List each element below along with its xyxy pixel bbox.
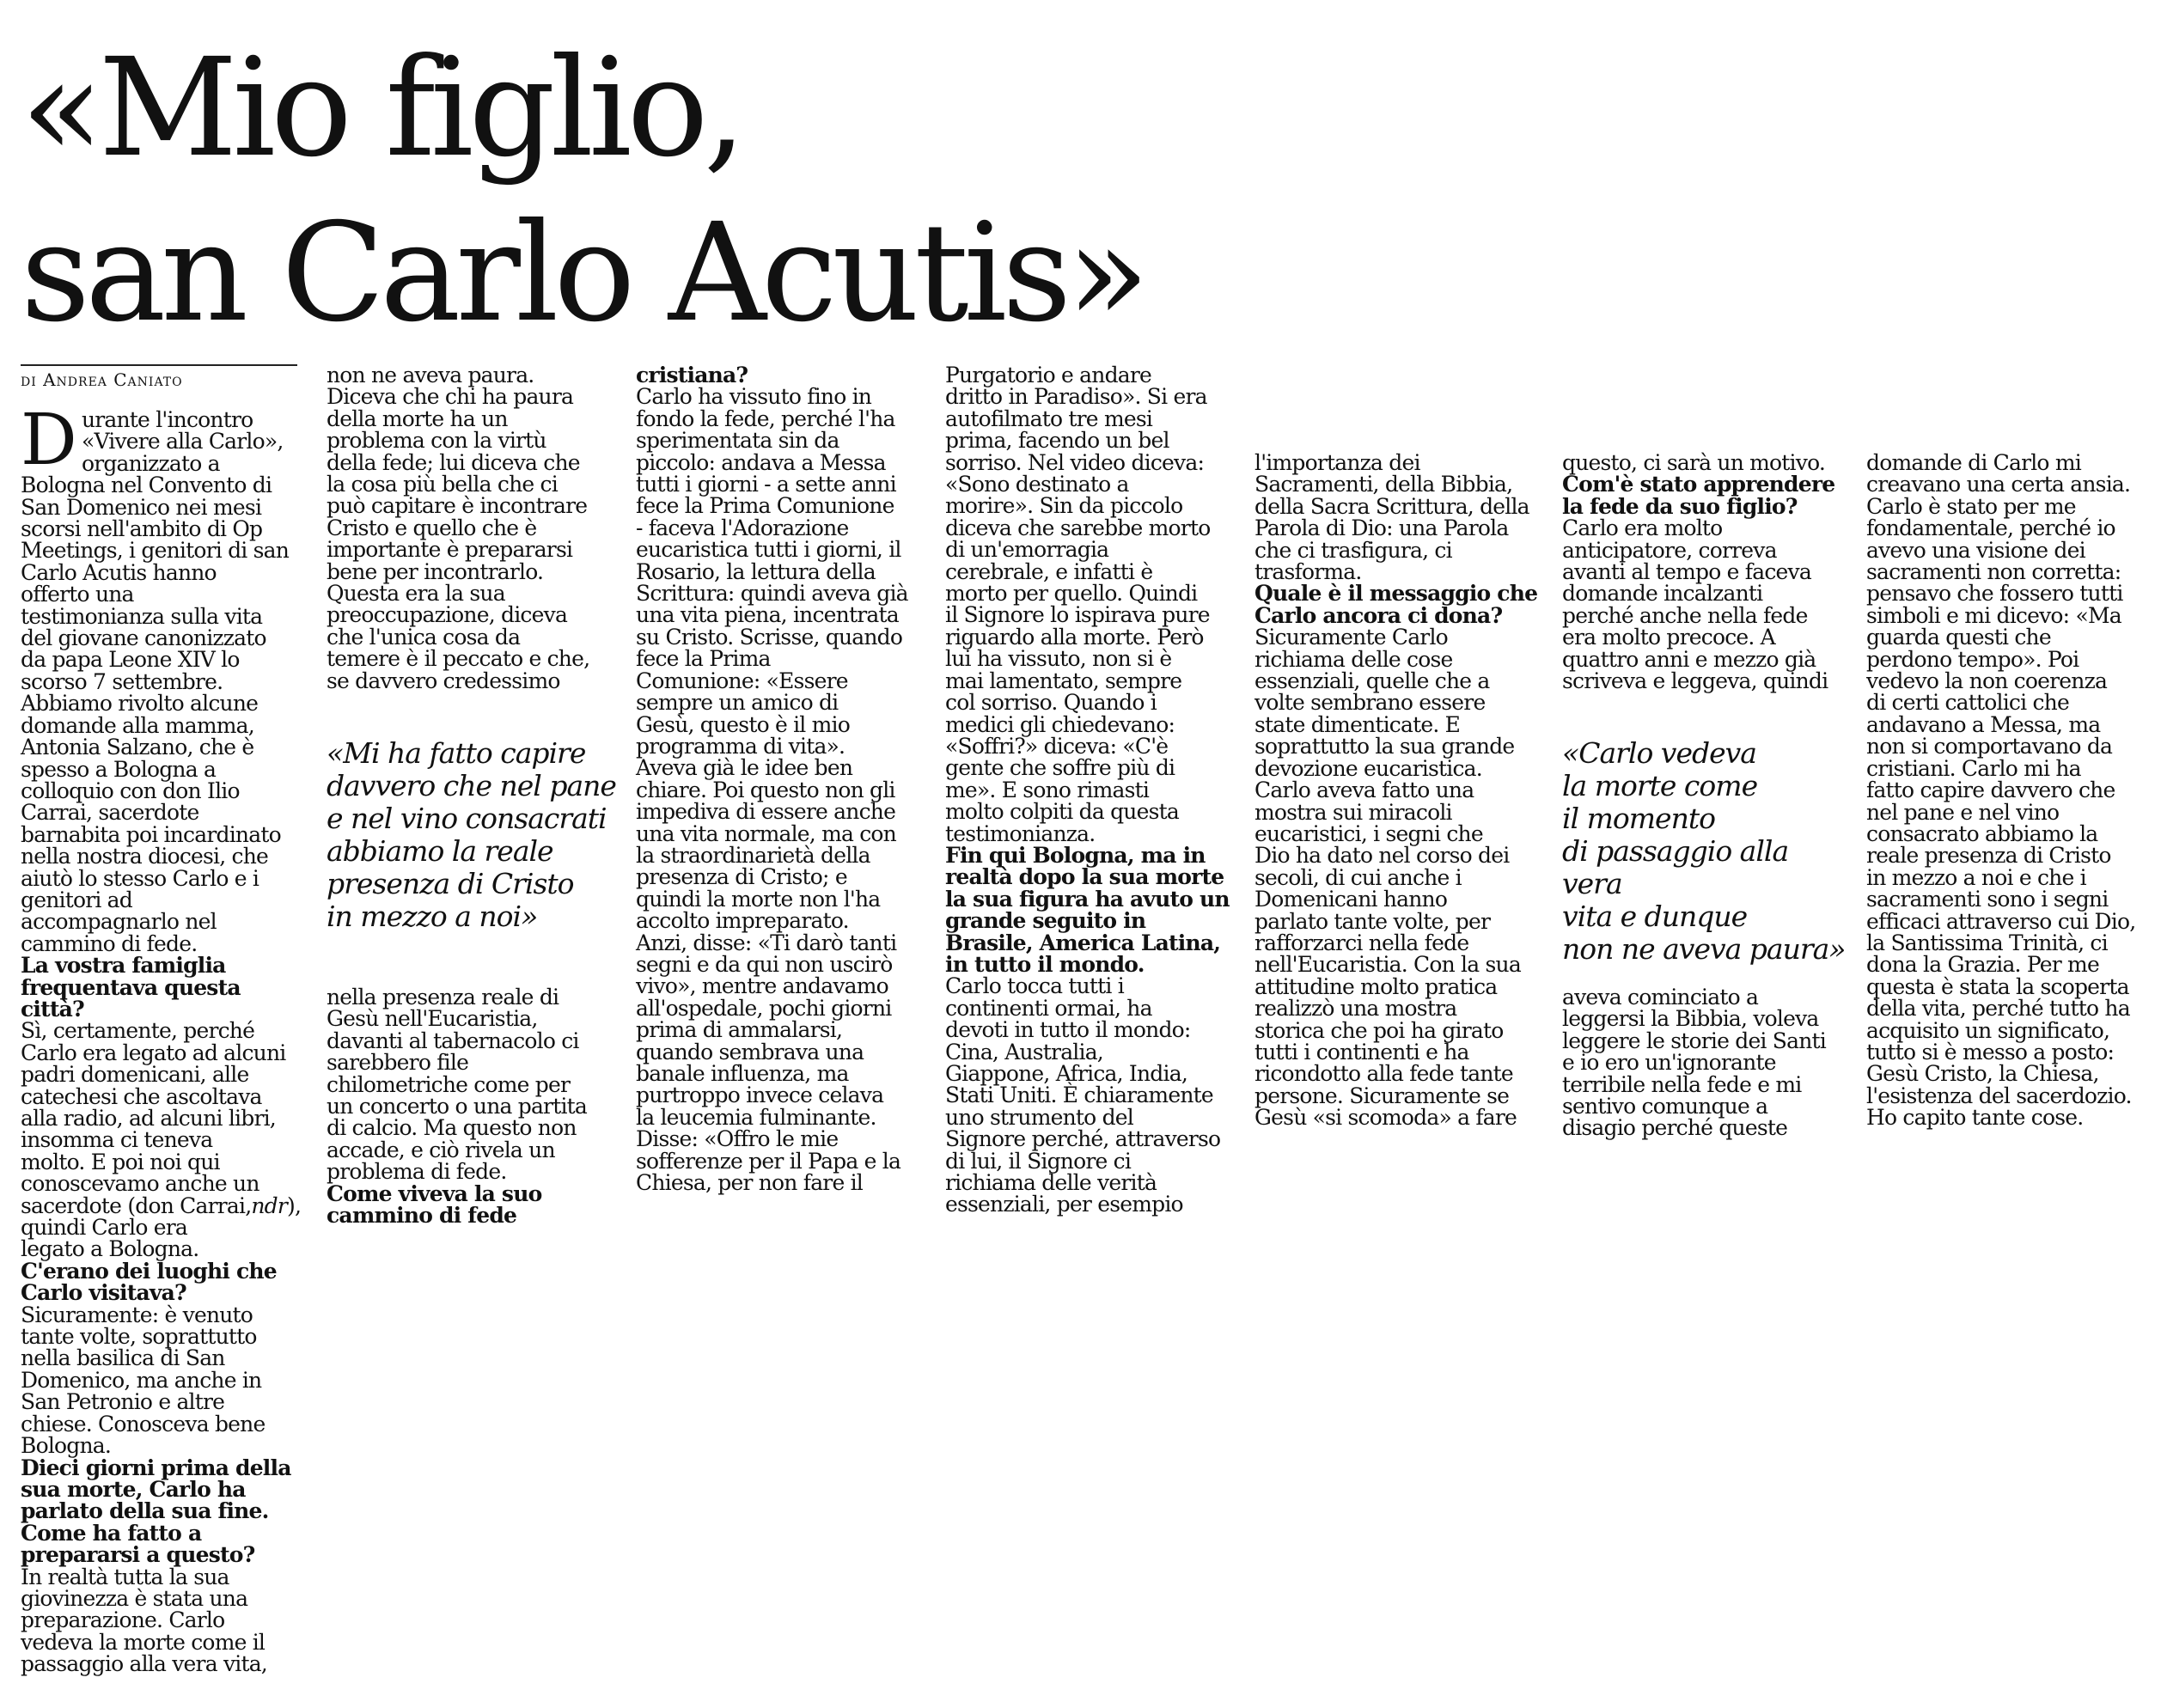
question-1: La vostra famiglia frequentava questa città? bbox=[21, 953, 241, 1022]
answer-1 bbox=[21, 1020, 304, 1260]
paragraph: nella presenza reale di Gesù nell'Eucaristia, davanti al tabernacolo ci sarebbero file chilometriche come per un concerto o una partita di calcio. Ma questo non accade, e ciò rivela un problema di fede. bbox=[327, 985, 587, 1185]
intro-paragraph bbox=[21, 400, 304, 956]
answer-4: Carlo ha vissuto fino in fondo la fede, perché l'ha sperimentata sin da piccolo: andava a Messa tutti i giorni - a sette anni fece la Prima Comunione - faceva l'Adorazione eucaristica tutti i giorni, il Rosario, la lettura della Scrittura: quindi aveva già una vita piena, incentrata su Cristo. Scrisse, quando fece la Prima Comunione: «Essere sempre un amico di Gesù, questo è il mio programma di vita». Aveva già le idee ben chiare. Poi questo non gli impediva di essere anche una vita normale, ma con la straordinarietà della presenza di Cristo; e quindi la morte non l'ha accolto impreparato. Anzi, disse: «Ti darò tanti segni e da qui non uscirò vivo», mentre andavamo all'ospedale, pochi giorni prima di ammalarsi, quando sembrava una banale influenza, ma purtroppo invece celava la leucemia fulminante. Disse: «Offro le mie sofferenze per il Papa e la Chiesa, per non fare il bbox=[636, 384, 908, 1196]
answer-5: Carlo tocca tutti i continenti ormai, ha devoti in tutto il mondo: Cina, Australia, Giappone, Africa, India, Stati Uniti. È chiaramente uno strumento del Signore perché, attraverso di lui, il Signore ci richiama delle verità essenziali, per esempio bbox=[945, 973, 1221, 1217]
byline-rule bbox=[21, 364, 297, 366]
paragraph: Purgatorio e andare dritto in Paradiso». Si era autofilmato tre mesi prima, facendo un bel sorriso. Nel video diceva: «Sono destinato a morire». Sin da piccolo diceva che sarebbe morto di un'emorragia cerebrale, e infatti è morto per quello. Quindi il Signore lo ispirava pure riguardo alla morte. Però lui ha vissuto, non si è mai lamentato, sempre col sorriso. Quando i medici gli chiedevano: «Soffri?» diceva: «C'è gente che soffre più di me». E sono rimasti molto colpiti da questa testimonianza. bbox=[945, 363, 1211, 846]
question-3: Dieci giorni prima della sua morte, Carlo ha parlato della sua fine. Come ha fatto a prepararsi a questo? bbox=[21, 1455, 291, 1568]
drop-cap: D bbox=[21, 400, 76, 481]
answer-1-text: Sì, certamente, perché Carlo era legato ad alcuni padri domenicani, alle catechesi che ascoltava alla radio, ad alcuni libri, insomma ci teneva molto. E poi noi qui conoscevamo anche un sacerdote (don Carrai, bbox=[21, 1018, 286, 1218]
headline bbox=[21, 26, 1145, 356]
article-column-7 bbox=[1866, 452, 2158, 1129]
ndr-note: ndr bbox=[251, 1193, 288, 1218]
paragraph: domande di Carlo mi creavano una certa ansia. Carlo è stato per me fondamentale, perché io avevo una visione dei sacramenti non corretta: pensavo che fossero tutti simboli e mi dicevo: «Ma guarda questi che perdono tempo». Poi vedevo la non coerenza di certi cattolici che andavano a Messa, ma non si comportavano da cristiani. Carlo mi ha fatto capire davvero che nel pane e nel vino consacrato abbiamo la reale presenza di Cristo in mezzo a noi e che i sacramenti sono i segni efficaci attraverso cui Dio, la Santissima Trinità, ci dona la Grazia. Per me questa è stata la scoperta della vita, perché tutto ha acquisito un significato, tutto si è messo a posto: Gesù Cristo, la Chiesa, l'esistenza del sacerdozio. Ho capito tante cose. bbox=[1866, 450, 2136, 1131]
article-column-2-continued bbox=[327, 985, 619, 1229]
article-column-4 bbox=[945, 364, 1237, 1216]
paragraph: aveva cominciato a leggersi la Bibbia, voleva leggere le storie dei Santi e io ero un'ignorante terribile nella fede e mi sentivo comunque a disagio perché queste bbox=[1562, 985, 1826, 1141]
article-column-6 bbox=[1562, 452, 1854, 692]
paragraph: questo, ci sarà un motivo. bbox=[1562, 450, 1826, 475]
article-column-6-continued bbox=[1562, 986, 1854, 1139]
answer-6: Sicuramente Carlo richiama delle cose essenziali, quelle che a volte sembrano essere state dimenticate. E soprattutto la sua grande devozione eucaristica. Carlo aveva fatto una mostra sui miracoli eucaristici, i segni che Dio ha dato nel corso dei secoli, di cui anche i Domenicani hanno parlato tante volte, per rafforzarci nella fede nell'Eucaristia. Con la sua attitudine molto pratica realizzò una mostra storica che poi ha girato tutti i continenti e ha ricondotto alla fede tante persone. Sicuramente se Gesù «si scomoda» a fare bbox=[1254, 625, 1521, 1131]
headline-line-1: «Mio figlio, bbox=[21, 29, 742, 187]
article-column-3 bbox=[636, 363, 928, 1196]
question-7: Com'è stato apprendere la fede da suo figlio? bbox=[1562, 472, 1835, 519]
headline-line-2: san Carlo Acutis» bbox=[21, 194, 1145, 352]
answer-1-text-end: ), quindi Carlo era legato a Bologna. bbox=[21, 1193, 302, 1262]
byline: di Andrea Caniato bbox=[21, 369, 183, 390]
question-5: Fin qui Bologna, ma in realtà dopo la sua morte la sua figura ha avuto un grande seguito in Brasile, America Latina, in tutto il mondo. bbox=[945, 842, 1230, 977]
answer-2: Sicuramente: è venuto tante volte, soprattutto nella basilica di San Domenico, ma anche in San Petronio e altre chiese. Conosceva bene Bologna. bbox=[21, 1302, 266, 1459]
answer-7: Carlo era molto anticipatore, correva avanti al tempo e faceva domande incalzanti perché anche nella fede era molto precoce. A quattro anni e mezzo già scriveva e leggeva, quindi bbox=[1562, 515, 1828, 694]
question-4: Come viveva la suo cammino di fede bbox=[327, 1180, 542, 1229]
question-4-end: cristiana? bbox=[636, 363, 748, 387]
article-column-2 bbox=[327, 364, 619, 692]
paragraph: non ne aveva paura. Diceva che chi ha paura della morte ha un problema con la virtù della fede; lui diceva che la cosa più bella che ci può capitare è incontrare Cristo e quello che è importante è prepararsi bene per incontrarlo. Questa era la sua preoccupazione, diceva che l'unica cosa da temere è il peccato e che, se davvero credessimo bbox=[327, 363, 590, 693]
article-column-5 bbox=[1254, 452, 1547, 1129]
article-column-1 bbox=[21, 400, 304, 1677]
intro-text: urante l'incontro «Vivere alla Carlo», organizzato a Bologna nel Convento di San Domenico nei mesi scorsi nell'ambito di Op Meetings, i genitori di san Carlo Acutis hanno offerto una testimonianza sulla vita del giovane canonizzato da papa Leone XIV lo scorso 7 settembre. Abbiamo rivolto alcune domande alla mamma, Antonia Salzano, che è spesso a Bologna a colloquio con don Ilio Carrai, sacerdote barnabita poi incardinato nella nostra diocesi, che aiutò lo stesso Carlo e i genitori ad accompagnarlo nel cammino di fede. bbox=[21, 407, 290, 956]
pull-quote-2: «Carlo vedeva la morte come il momento di passaggio alla vera vita e dunque non ne aveva paura» bbox=[1562, 736, 1846, 966]
pull-quote-1: «Mi ha fatto capire davvero che nel pane e nel vino consacrati abbiamo la reale presenza di Cristo in mezzo a noi» bbox=[327, 736, 616, 933]
paragraph: l'importanza dei Sacramenti, della Bibbia, della Sacra Scrittura, della Parola di Dio: una Parola che ci trasfigura, ci trasforma. bbox=[1254, 450, 1529, 585]
question-6: Quale è il messaggio che Carlo ancora ci dona? bbox=[1254, 581, 1538, 628]
answer-3: In realtà tutta la sua giovinezza è stata una preparazione. Carlo vedeva la morte come il passaggio alla vera vita, bbox=[21, 1564, 267, 1677]
question-2: C'erano dei luoghi che Carlo visitava? bbox=[21, 1258, 277, 1306]
